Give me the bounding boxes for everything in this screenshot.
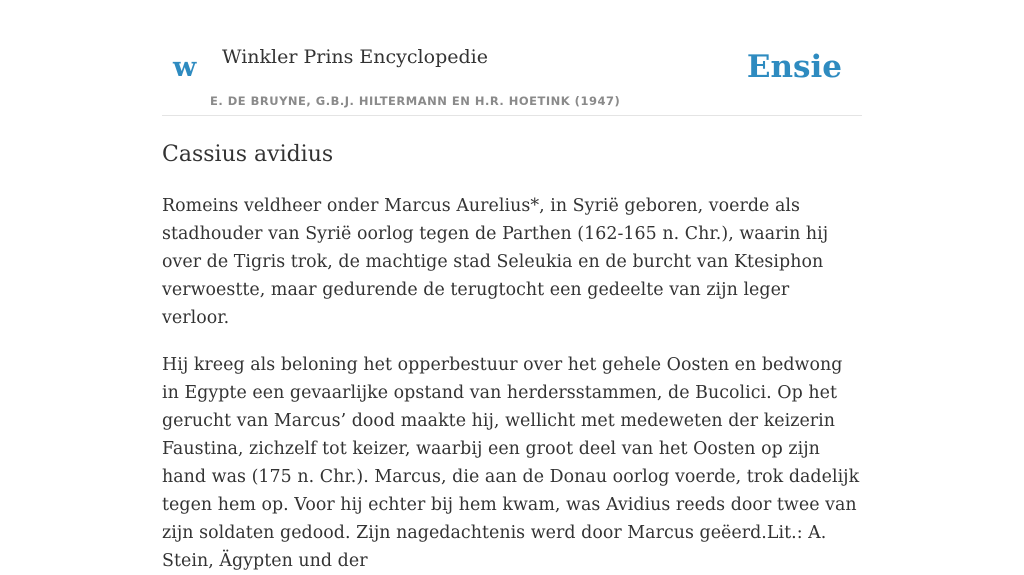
ensie-logo-link[interactable]: Ensie	[746, 49, 842, 85]
book-title-link[interactable]: Winkler Prins Encyclopedie	[222, 46, 488, 68]
article	[162, 138, 862, 575]
article-paragraph: Hij kreeg als beloning het opperbestuur over het gehele Oosten en bedwong in Egypte een gevaarlijke opstand van herdersstammen, de Bucolici. Op het gerucht van Marcus’ dood maakte hij, wellicht met medeweten der keizerin Faustina, zichzelf tot keizer, waarbij een groot deel van het Oosten op zijn hand was (175 n. Chr.). Marcus, die aan de Donau oorlog voerde, trok dadelijk tegen hem op. Voor hij echter bij hem kwam, was Avidius reeds door twee van zijn soldaten gedood. Zijn nagedachtenis werd door Marcus geëerd.Lit.: A. Stein, Ägypten und der	[162, 355, 860, 571]
page-header	[162, 38, 862, 116]
winkler-prins-logo[interactable]: w	[173, 52, 197, 83]
book-authors: E. DE BRUYNE, G.B.J. HILTERMANN EN H.R. HOETINK (1947)	[210, 94, 621, 108]
article-paragraph: Romeins veldheer onder Marcus Aurelius*, in Syrië geboren, voerde als stadhouder van Syrië oorlog tegen de Parthen (162-165 n. Chr.), waarin hij over de Tigris trok, de machtige stad Seleukia en de burcht van Ktesiphon verwoestte, maar gedurende de terugtocht een gedeelte van zijn leger verloor.	[162, 196, 829, 328]
article-title: Cassius avidius	[162, 142, 334, 167]
